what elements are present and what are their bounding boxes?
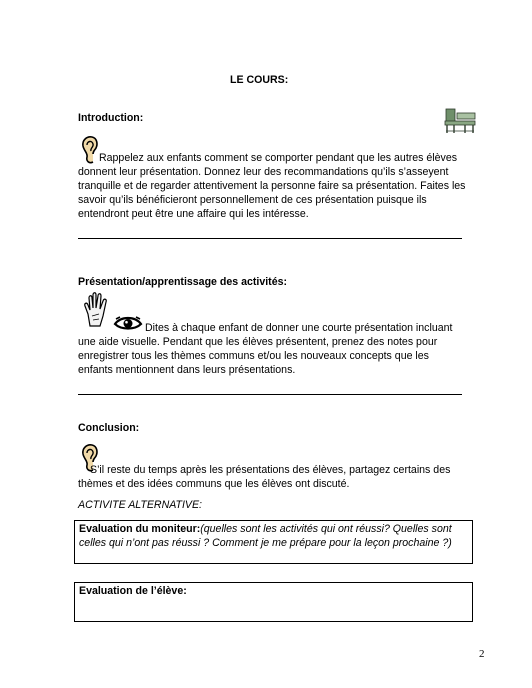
monitor-evaluation-label: Evaluation du moniteur: <box>79 523 201 535</box>
monitor-evaluation-box <box>74 520 473 564</box>
conclusion-heading: Conclusion: <box>78 422 140 434</box>
section-divider <box>78 394 462 395</box>
introduction-text <box>78 151 466 221</box>
page-number: 2 <box>479 648 485 660</box>
presentation-heading: Présentation/apprentissage des activités: <box>78 276 288 288</box>
student-evaluation-box <box>74 582 473 622</box>
introduction-paragraph: Rappelez aux enfants comment se comporter pendant que les autres élèves donnent leur présentation. Donnez leur des recommandations qu’ils s’asseyent tranquille et de regarder attentivement la personne faire sa présentation. Faites les savoir qu’ils bénéficieront personnellement de ces présentation puisque ils entendront peut être une affaire qui les intéresse. <box>78 152 466 220</box>
monitor-evaluation-question: (quelles sont les activités qui ont réussi? Quelles sont celles qui n’ont pas réussi ? Comment je me prépare pour la leçon prochaine ?) <box>79 523 452 549</box>
school-desk-icon <box>443 103 477 135</box>
conclusion-text <box>78 463 466 491</box>
student-evaluation-label: Evaluation de l’élève: <box>79 585 187 597</box>
page-title: LE COURS: <box>230 74 289 86</box>
presentation-text <box>78 321 466 377</box>
conclusion-paragraph: S’il reste du temps après les présentations des élèves, partagez certains des thèmes et des idées communs que les élèves ont discuté. <box>78 464 451 490</box>
alternative-activity-label: ACTIVITE ALTERNATIVE: <box>78 499 203 511</box>
presentation-paragraph: Dites à chaque enfant de donner une courte présentation incluant une aide visuelle. Pendant que les élèves présentent, prenez des notes pour enregistrer tous les thèmes communs et/ou les nouveaux concepts que les enfants mentionnent dans leurs présentations. <box>78 322 453 376</box>
section-divider <box>78 238 462 239</box>
introduction-heading: Introduction: <box>78 112 144 124</box>
